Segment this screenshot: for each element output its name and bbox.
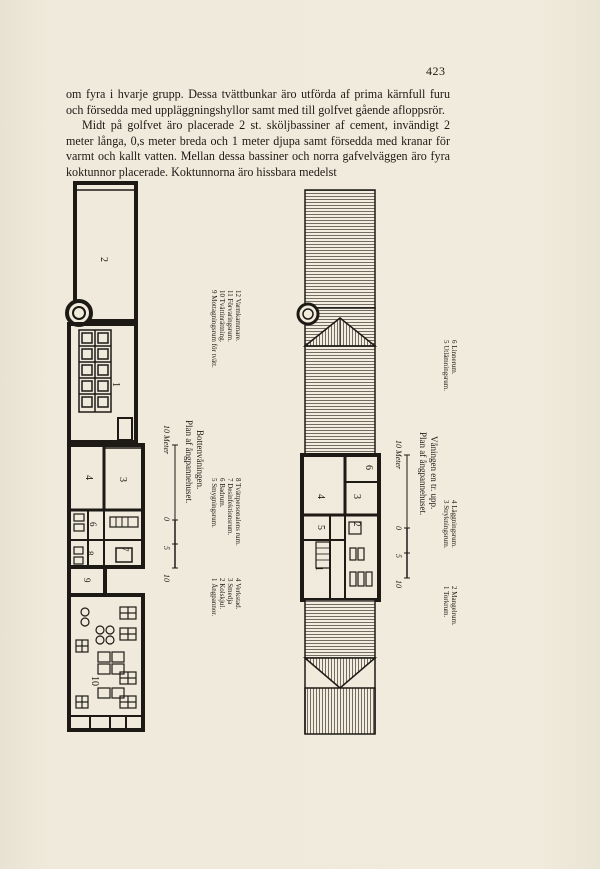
scale-tick: 10 Meter	[162, 425, 171, 455]
room-number: 4	[315, 494, 326, 499]
roof-hip-bottom	[305, 658, 375, 688]
legend-item: 1 Torkrum.	[442, 586, 450, 618]
legend-item: 5 Smygningsrum.	[210, 478, 218, 528]
caption-title: Plan af ångpannehuset.	[418, 432, 428, 516]
caption-subtitle: Våningen en tr. upp.	[429, 436, 439, 510]
left-scale-bar	[162, 425, 178, 582]
legend-item: 8 Tvättpersonalens rum.	[234, 478, 242, 546]
room-number: 7	[120, 547, 130, 552]
room-number: 10	[89, 676, 100, 686]
legend-item: 12 Varmkammare.	[234, 290, 242, 342]
room-number: 3	[351, 494, 362, 499]
room-number: 1	[313, 566, 324, 571]
caption-title: Plan af ångpannehuset.	[184, 420, 194, 504]
right-caption	[418, 432, 439, 515]
boilers	[79, 330, 111, 412]
legend-item: 6 Linnerum.	[450, 340, 458, 375]
right-scale-bar	[394, 440, 410, 588]
page-number: 423	[426, 64, 446, 78]
left-caption	[184, 420, 205, 503]
scale-tick: 0	[162, 517, 171, 521]
legend-item: 3 Strykningsrum.	[442, 500, 450, 549]
scale-tick: 10	[162, 574, 171, 582]
legend-item: 4 Verkstad.	[234, 578, 242, 610]
legend-item: 2 Mangelrum.	[450, 586, 458, 626]
legend-item: 9 Mottagningsrum för tvätt.	[210, 290, 218, 368]
legend-item: 6 Badrum.	[218, 478, 226, 508]
room-number: 2	[352, 522, 362, 527]
right-legend	[442, 340, 458, 626]
scale-tick: 10	[394, 580, 403, 588]
caption-subtitle: Bottenvåningen.	[195, 430, 205, 490]
scale-tick: 10 Meter	[394, 440, 403, 470]
room-number: 6	[363, 465, 374, 470]
legend-item: 2 Kolskjul.	[218, 578, 226, 610]
room-number: 6	[88, 522, 98, 527]
legend-item: 1 Ångpannor.	[210, 578, 218, 617]
plan-ground-floor	[67, 183, 143, 730]
legend-item: 5 Utlämningsrum.	[442, 340, 450, 391]
room-number: 1	[110, 382, 121, 387]
roof-top	[305, 190, 375, 308]
legend-item: 3 Smedja	[226, 578, 234, 605]
scale-tick: 5	[394, 554, 403, 558]
legend-item: 4 Läggningsrum.	[450, 500, 458, 548]
legend-item: 11 Förvaringsrum.	[226, 290, 234, 342]
legend-item: 7 Desinfektionsrum.	[226, 478, 234, 536]
room-number: 2	[98, 257, 109, 262]
room-number: 5	[315, 525, 326, 530]
room-number: 8	[85, 551, 95, 556]
paragraph-2: Midt på golfvet äro placerade 2 st. sköljbassiner af cement, invändigt 2 meter långa, 0,s meter breda och 1 meter djupa samt försedda med kranar för varmt och kallt vatten. Mellan dessa bassiner och norra gafvelväggen äro fyra koktunnor placerade. Koktunnorna äro hissbara medelst	[66, 118, 450, 179]
chimney-upper	[298, 304, 318, 324]
legend-item: 10 Tvättinrättning.	[218, 290, 226, 343]
paragraph-1: om fyra i hvarje grupp. Dessa tvättbunkar äro utförda af prima kärnfull furu och försedda med uppläggningshyllor samt med till golfvet gående afloppsrör.	[66, 87, 450, 117]
scale-tick: 0	[394, 526, 403, 530]
plan-upper-floor	[298, 190, 379, 734]
upper-rooms-walls	[302, 455, 379, 600]
room-number: 3	[117, 477, 128, 482]
room-number: 9	[82, 578, 92, 583]
laundry-machines	[76, 607, 136, 708]
left-legend	[210, 290, 242, 616]
room-number: 4	[83, 475, 94, 480]
chimney	[67, 301, 91, 325]
scale-tick: 5	[162, 546, 171, 550]
